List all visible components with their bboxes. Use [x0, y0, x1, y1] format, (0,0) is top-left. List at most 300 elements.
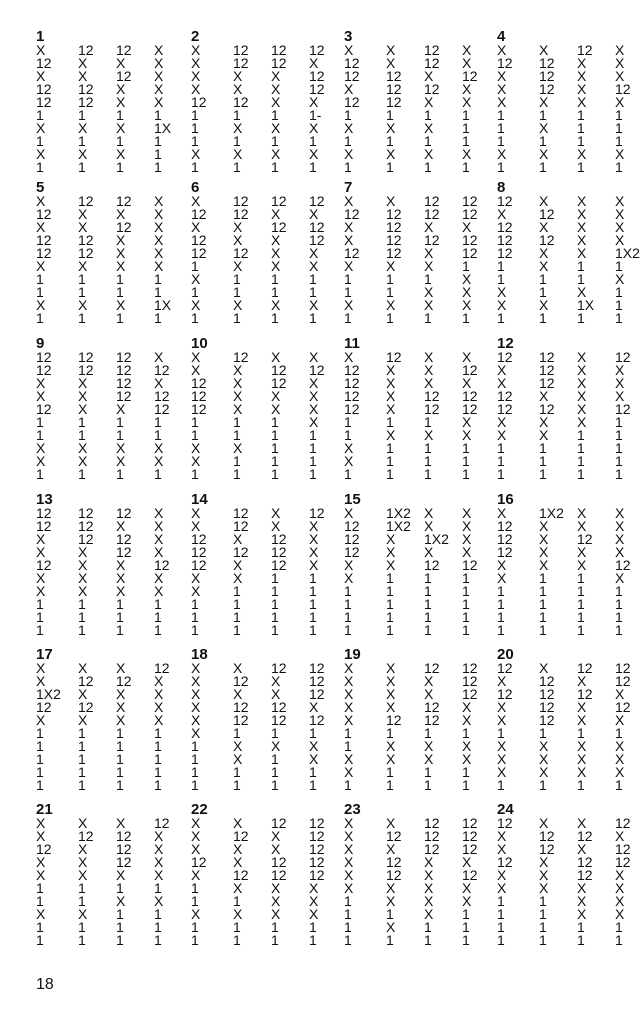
- mark-cell: 12: [344, 531, 360, 547]
- pool-block-6: [191, 179, 341, 326]
- mark-cell: 1: [78, 932, 86, 948]
- mark-cell: X: [154, 893, 164, 909]
- pool-block-2: [191, 28, 341, 175]
- mark-cell: X: [309, 557, 319, 573]
- mark-cell: X: [615, 906, 625, 922]
- mark-cell: 12: [539, 206, 555, 222]
- mark-cell: 1: [497, 453, 505, 469]
- block-column: [36, 44, 64, 174]
- mark-cell: X: [191, 271, 201, 287]
- mark-cell: 1: [154, 725, 162, 741]
- mark-cell: 12: [497, 245, 513, 261]
- mark-cell: 12: [539, 828, 555, 844]
- mark-cell: 1: [309, 440, 317, 456]
- mark-cell: 12: [424, 42, 440, 58]
- mark-cell: 1: [577, 932, 585, 948]
- mark-cell: X: [271, 505, 281, 521]
- mark-cell: X: [191, 440, 201, 456]
- mark-cell: 12: [577, 531, 593, 547]
- mark-cell: X: [497, 362, 507, 378]
- mark-cell: 1: [191, 107, 199, 123]
- mark-cell: 1: [309, 609, 317, 625]
- mark-cell: 1: [615, 596, 623, 612]
- mark-cell: 1: [78, 738, 86, 754]
- block-column: [36, 662, 64, 792]
- mark-cell: X: [233, 854, 243, 870]
- mark-cell: 12: [539, 68, 555, 84]
- mark-cell: 1: [233, 271, 241, 287]
- mark-cell: 1X2: [539, 505, 564, 521]
- pool-block-1: [36, 28, 186, 175]
- block-number: 12: [497, 335, 514, 352]
- mark-cell: X: [539, 94, 549, 110]
- mark-cell: X: [539, 867, 549, 883]
- mark-cell: 1: [116, 427, 124, 443]
- mark-cell: 1: [497, 310, 505, 326]
- mark-cell: 1: [462, 583, 470, 599]
- mark-cell: 1: [344, 906, 352, 922]
- mark-cell: 1: [78, 777, 86, 793]
- mark-cell: 12: [36, 401, 52, 417]
- mark-cell: 1: [78, 107, 86, 123]
- mark-cell: 1: [424, 310, 432, 326]
- mark-cell: X: [386, 893, 396, 909]
- mark-cell: X: [424, 258, 434, 274]
- mark-cell: X: [233, 880, 243, 896]
- mark-cell: X: [191, 193, 201, 209]
- pool-block-21: [36, 801, 186, 948]
- block-column: [233, 195, 261, 325]
- mark-cell: 1: [424, 466, 432, 482]
- block-column: [191, 195, 219, 325]
- mark-cell: X: [497, 427, 507, 443]
- mark-cell: X: [271, 906, 281, 922]
- mark-cell: X: [154, 219, 164, 235]
- mark-cell: 1: [154, 919, 162, 935]
- mark-cell: X: [344, 193, 354, 209]
- mark-cell: X: [577, 375, 587, 391]
- block-number: 4: [497, 28, 506, 45]
- mark-cell: X: [36, 258, 46, 274]
- mark-cell: X: [386, 427, 396, 443]
- block-column: [233, 351, 261, 481]
- mark-cell: 1: [424, 159, 432, 175]
- mark-cell: 12: [154, 362, 170, 378]
- mark-cell: X: [116, 453, 126, 469]
- mark-cell: X: [577, 893, 587, 909]
- block-column: [116, 195, 144, 325]
- mark-cell: X: [462, 284, 472, 300]
- pool-block-7: [344, 179, 494, 326]
- block-number: 20: [497, 646, 514, 663]
- mark-cell: 12: [309, 362, 325, 378]
- mark-cell: 12: [309, 841, 325, 857]
- mark-cell: 1: [309, 310, 317, 326]
- mark-cell: 1: [271, 725, 279, 741]
- mark-cell: 1: [462, 777, 470, 793]
- mark-cell: X: [424, 375, 434, 391]
- block-column: [191, 662, 219, 792]
- block-column: [309, 507, 337, 637]
- mark-cell: 1: [386, 466, 394, 482]
- block-column: [539, 351, 567, 481]
- mark-cell: X: [36, 120, 46, 136]
- mark-cell: X: [539, 219, 549, 235]
- mark-cell: X: [233, 557, 243, 573]
- block-column: [154, 817, 182, 947]
- mark-cell: 1: [577, 107, 585, 123]
- mark-cell: 1: [154, 310, 162, 326]
- block-column: [233, 662, 261, 792]
- mark-cell: 12: [615, 81, 631, 97]
- mark-cell: X: [78, 120, 88, 136]
- mark-cell: 12: [233, 699, 249, 715]
- mark-cell: 12: [497, 544, 513, 560]
- mark-cell: X: [36, 828, 46, 844]
- mark-cell: 12: [462, 401, 478, 417]
- mark-cell: X: [154, 453, 164, 469]
- mark-cell: X: [615, 518, 625, 534]
- mark-cell: 12: [78, 193, 94, 209]
- mark-cell: X: [615, 362, 625, 378]
- pool-block-11: [344, 335, 494, 482]
- mark-cell: 1: [78, 622, 86, 638]
- mark-cell: 1: [462, 159, 470, 175]
- block-column: [539, 44, 567, 174]
- block-column: [191, 817, 219, 947]
- mark-cell: 12: [154, 660, 170, 676]
- mark-cell: 1: [36, 466, 44, 482]
- mark-cell: 12: [497, 219, 513, 235]
- mark-cell: X: [344, 42, 354, 58]
- mark-cell: X: [497, 505, 507, 521]
- mark-cell: X: [539, 531, 549, 547]
- mark-cell: 1: [116, 271, 124, 287]
- mark-cell: 1: [386, 906, 394, 922]
- mark-cell: X: [154, 245, 164, 261]
- mark-cell: X: [78, 906, 88, 922]
- block-column: [386, 662, 414, 792]
- mark-cell: 12: [462, 867, 478, 883]
- mark-cell: 1: [386, 777, 394, 793]
- mark-cell: 1: [116, 725, 124, 741]
- pool-block-9: [36, 335, 186, 482]
- mark-cell: 1: [344, 466, 352, 482]
- mark-cell: X: [497, 764, 507, 780]
- mark-cell: 1: [309, 725, 317, 741]
- mark-cell: 1: [154, 596, 162, 612]
- mark-cell: 12: [36, 245, 52, 261]
- mark-cell: 12: [497, 401, 513, 417]
- mark-cell: 1: [36, 414, 44, 430]
- block-column: [116, 662, 144, 792]
- mark-cell: 12: [386, 349, 402, 365]
- mark-cell: X: [386, 362, 396, 378]
- mark-cell: X: [497, 81, 507, 97]
- mark-cell: X: [233, 738, 243, 754]
- mark-cell: X: [78, 557, 88, 573]
- mark-cell: 12: [386, 245, 402, 261]
- mark-cell: X: [539, 518, 549, 534]
- mark-cell: 12: [36, 557, 52, 573]
- mark-cell: X: [462, 544, 472, 560]
- mark-cell: X: [462, 146, 472, 162]
- mark-cell: X: [309, 738, 319, 754]
- mark-cell: 1: [233, 133, 241, 149]
- pool-block-18: [191, 646, 341, 793]
- mark-cell: 12: [344, 544, 360, 560]
- mark-cell: 1: [191, 738, 199, 754]
- mark-cell: 1: [191, 751, 199, 767]
- mark-cell: 1: [462, 133, 470, 149]
- mark-cell: 12: [116, 375, 132, 391]
- block-column: [233, 817, 261, 947]
- pool-block-8: [497, 179, 640, 326]
- mark-cell: 12: [577, 660, 593, 676]
- mark-cell: 12: [116, 219, 132, 235]
- mark-cell: X: [577, 232, 587, 248]
- mark-cell: 1: [386, 133, 394, 149]
- mark-cell: X: [344, 297, 354, 313]
- mark-cell: X: [78, 544, 88, 560]
- mark-cell: X: [539, 738, 549, 754]
- mark-cell: 1: [191, 466, 199, 482]
- mark-cell: 12: [36, 362, 52, 378]
- pool-block-20: [497, 646, 640, 793]
- mark-cell: 12: [116, 544, 132, 560]
- mark-cell: X: [497, 68, 507, 84]
- mark-cell: 1: [154, 159, 162, 175]
- mark-cell: X: [233, 660, 243, 676]
- mark-cell: 12: [615, 699, 631, 715]
- mark-cell: X: [386, 42, 396, 58]
- mark-cell: X: [497, 42, 507, 58]
- mark-cell: 12: [233, 544, 249, 560]
- mark-cell: X: [36, 193, 46, 209]
- mark-cell: X: [309, 414, 319, 430]
- mark-cell: X: [462, 297, 472, 313]
- block-number: 19: [344, 646, 361, 663]
- mark-cell: 1: [539, 622, 547, 638]
- mark-cell: X: [271, 245, 281, 261]
- mark-cell: 1: [539, 159, 547, 175]
- mark-cell: 1: [271, 777, 279, 793]
- block-column: [154, 195, 182, 325]
- mark-cell: 1: [344, 310, 352, 326]
- mark-cell: X: [386, 660, 396, 676]
- mark-cell: 1: [344, 622, 352, 638]
- mark-cell: X: [424, 686, 434, 702]
- mark-cell: 12: [462, 245, 478, 261]
- mark-cell: 1: [386, 570, 394, 586]
- mark-cell: X: [344, 841, 354, 857]
- mark-cell: 1: [424, 622, 432, 638]
- mark-cell: 12: [497, 815, 513, 831]
- mark-cell: 12: [539, 841, 555, 857]
- mark-cell: X: [462, 42, 472, 58]
- mark-cell: X: [497, 673, 507, 689]
- mark-cell: 12: [154, 815, 170, 831]
- mark-cell: X: [344, 440, 354, 456]
- block-number: 17: [36, 646, 53, 663]
- mark-cell: 1: [116, 414, 124, 430]
- mark-cell: 12: [233, 673, 249, 689]
- mark-cell: X: [36, 531, 46, 547]
- mark-cell: X: [36, 712, 46, 728]
- mark-cell: 12: [233, 349, 249, 365]
- mark-cell: 1: [233, 583, 241, 599]
- mark-cell: 1: [462, 906, 470, 922]
- mark-cell: X: [271, 828, 281, 844]
- mark-cell: 1: [386, 609, 394, 625]
- mark-cell: X: [424, 751, 434, 767]
- block-column: [78, 195, 106, 325]
- mark-cell: 12: [116, 531, 132, 547]
- mark-cell: X: [154, 193, 164, 209]
- mark-cell: X: [615, 68, 625, 84]
- mark-cell: 12: [78, 245, 94, 261]
- block-column: [116, 507, 144, 637]
- mark-cell: 12: [271, 55, 287, 71]
- mark-cell: 1: [344, 284, 352, 300]
- mark-cell: X: [615, 531, 625, 547]
- mark-cell: X: [386, 673, 396, 689]
- mark-cell: X: [78, 686, 88, 702]
- mark-cell: X: [116, 440, 126, 456]
- mark-cell: 1: [309, 596, 317, 612]
- mark-cell: X: [78, 401, 88, 417]
- mark-cell: X: [577, 68, 587, 84]
- mark-cell: 12: [577, 867, 593, 883]
- mark-cell: 12: [424, 841, 440, 857]
- mark-cell: X: [462, 505, 472, 521]
- mark-cell: 1: [78, 284, 86, 300]
- mark-cell: X: [154, 544, 164, 560]
- mark-cell: X: [497, 414, 507, 430]
- mark-cell: 1: [539, 919, 547, 935]
- mark-cell: X: [36, 660, 46, 676]
- mark-cell: 12: [577, 42, 593, 58]
- mark-cell: 12: [233, 828, 249, 844]
- mark-cell: 1: [271, 440, 279, 456]
- mark-cell: 1: [539, 777, 547, 793]
- mark-cell: X: [116, 518, 126, 534]
- mark-cell: 12: [36, 841, 52, 857]
- block-column: [154, 351, 182, 481]
- mark-cell: X: [577, 94, 587, 110]
- mark-cell: 12: [309, 219, 325, 235]
- mark-cell: 12: [539, 686, 555, 702]
- block-column: [344, 817, 372, 947]
- mark-cell: 12: [191, 245, 207, 261]
- block-column: [497, 351, 525, 481]
- mark-cell: X: [386, 297, 396, 313]
- mark-cell: X: [191, 81, 201, 97]
- block-column: [271, 507, 299, 637]
- mark-cell: X: [462, 699, 472, 715]
- mark-cell: 1: [615, 310, 623, 326]
- block-column: [462, 351, 490, 481]
- mark-cell: 1: [577, 271, 585, 287]
- mark-cell: 12: [191, 375, 207, 391]
- block-column: [462, 662, 490, 792]
- mark-cell: 12: [615, 854, 631, 870]
- mark-cell: X: [577, 284, 587, 300]
- mark-cell: 1: [233, 919, 241, 935]
- mark-cell: 1: [36, 159, 44, 175]
- mark-cell: 1: [36, 725, 44, 741]
- mark-cell: X: [191, 699, 201, 715]
- mark-cell: X: [539, 764, 549, 780]
- mark-cell: 1: [539, 609, 547, 625]
- block-column: [344, 351, 372, 481]
- mark-cell: 12: [309, 68, 325, 84]
- mark-cell: 1: [191, 133, 199, 149]
- mark-cell: X: [154, 375, 164, 391]
- mark-cell: 1: [271, 764, 279, 780]
- mark-cell: 1: [462, 570, 470, 586]
- mark-cell: 12: [116, 193, 132, 209]
- mark-cell: X: [497, 146, 507, 162]
- mark-cell: 12: [497, 660, 513, 676]
- mark-cell: 12: [424, 712, 440, 728]
- pool-block-22: [191, 801, 341, 948]
- mark-cell: 1: [271, 622, 279, 638]
- block-column: [577, 817, 605, 947]
- mark-cell: 1: [271, 159, 279, 175]
- block-number: 21: [36, 801, 53, 818]
- mark-cell: 1: [577, 583, 585, 599]
- mark-cell: 1: [309, 133, 317, 149]
- mark-cell: 12: [462, 815, 478, 831]
- mark-cell: 12: [309, 867, 325, 883]
- mark-cell: X: [154, 673, 164, 689]
- mark-cell: 12: [424, 193, 440, 209]
- mark-cell: X: [154, 349, 164, 365]
- mark-cell: 1: [78, 414, 86, 430]
- mark-cell: X: [116, 815, 126, 831]
- mark-cell: 12: [191, 401, 207, 417]
- mark-cell: 1: [116, 609, 124, 625]
- mark-cell: X: [233, 531, 243, 547]
- mark-cell: X: [344, 505, 354, 521]
- mark-cell: X: [386, 815, 396, 831]
- mark-cell: 1: [577, 777, 585, 793]
- mark-cell: X: [36, 42, 46, 58]
- mark-cell: 1: [497, 893, 505, 909]
- block-column: [497, 817, 525, 947]
- mark-cell: 1: [615, 622, 623, 638]
- block-column: [424, 662, 452, 792]
- mark-cell: 12: [36, 55, 52, 71]
- mark-cell: X: [577, 245, 587, 261]
- mark-cell: X: [116, 232, 126, 248]
- mark-cell: 1: [78, 271, 86, 287]
- block-column: [462, 195, 490, 325]
- pool-block-14: [191, 491, 341, 638]
- mark-cell: 12: [344, 518, 360, 534]
- mark-cell: X: [191, 583, 201, 599]
- mark-cell: X: [191, 55, 201, 71]
- mark-cell: X: [615, 375, 625, 391]
- mark-cell: 12: [615, 401, 631, 417]
- mark-cell: X: [497, 751, 507, 767]
- pool-block-13: [36, 491, 186, 638]
- mark-cell: X: [154, 712, 164, 728]
- mark-cell: X: [116, 686, 126, 702]
- mark-cell: X: [116, 206, 126, 222]
- mark-cell: X: [424, 297, 434, 313]
